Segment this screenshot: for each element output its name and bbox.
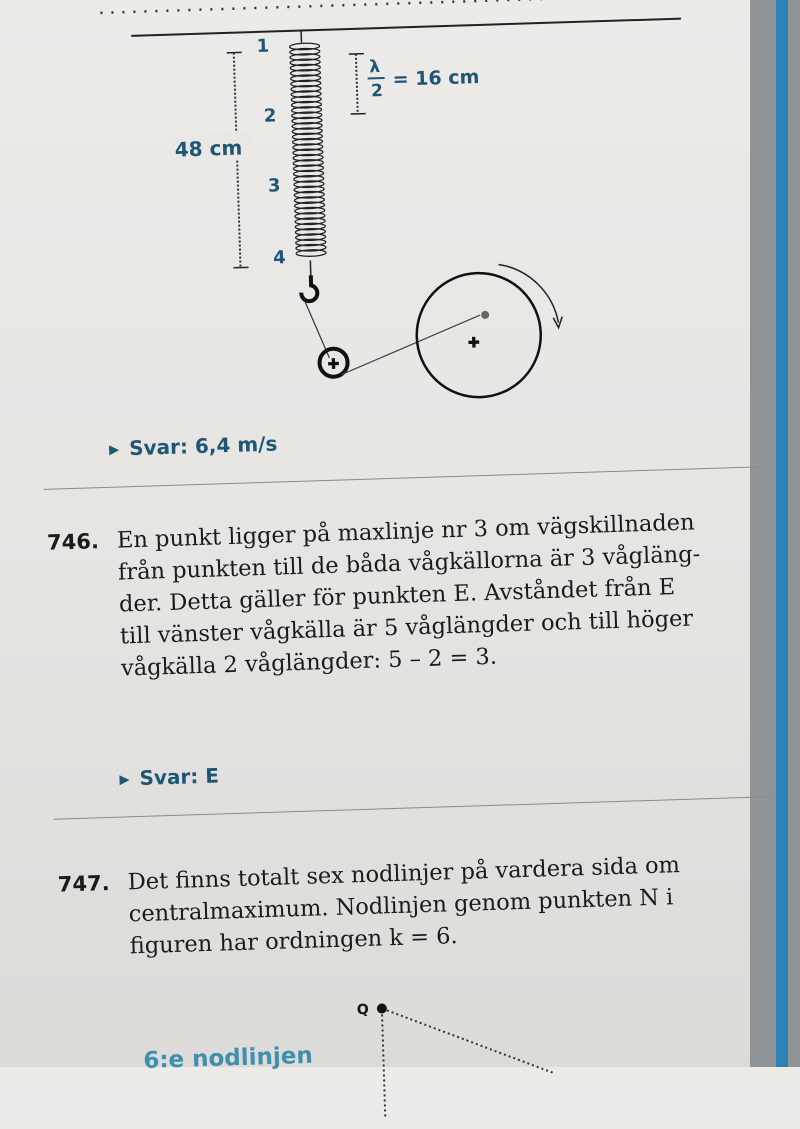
answer-746: ▶ Svar: E — [119, 764, 219, 791]
text-line: Det finns totalt sex nodlinjer på vardera sida om — [127, 847, 758, 899]
text-line: figuren har ordningen k = 6. — [129, 911, 760, 963]
spring-wave-figure — [0, 0, 773, 420]
answer-745: ▶ Svar: 6,4 m/s — [109, 432, 278, 461]
half-wavelength-value: = 16 cm — [392, 66, 479, 91]
length-dim — [234, 53, 241, 268]
length-label: 48 cm — [174, 135, 242, 161]
antinode-label-2: 2 — [263, 105, 276, 126]
problem-747 — [57, 847, 760, 965]
lambda-label: λ — [369, 57, 381, 77]
text-line: till vänster vågkälla är 5 våglängder och till höger — [120, 601, 751, 653]
problem-number: 746. — [47, 525, 100, 559]
point-q-label: Q — [357, 1002, 369, 1018]
problem-746 — [47, 505, 752, 687]
ceiling-line — [131, 19, 681, 36]
text-line: centralmaximum. Nodlinjen genom punkten N i — [128, 879, 759, 931]
ceiling-dots — [100, 0, 680, 13]
svg-text:✚: ✚ — [468, 335, 480, 351]
triangle-icon: ▶ — [109, 442, 119, 457]
text-line: der. Detta gäller för punkten E. Avståndet från E — [119, 569, 750, 621]
half-wavelength-dim — [356, 54, 358, 114]
svg-text:✚: ✚ — [327, 357, 339, 373]
two-label: 2 — [371, 81, 383, 101]
point-q — [377, 1003, 387, 1013]
rotation-arrow — [499, 263, 559, 325]
divider — [54, 796, 774, 820]
antinode-label-3: 3 — [268, 175, 281, 196]
spring-coil — [296, 249, 326, 256]
hook — [301, 275, 318, 301]
nodeline-label: 6:e nodlinjen — [143, 1043, 313, 1074]
triangle-icon: ▶ — [119, 772, 129, 787]
divider — [43, 466, 763, 490]
nodeline-figure — [32, 986, 795, 1129]
problem-number: 747. — [57, 867, 110, 901]
text-line: vågkälla 2 våglängder: 5 – 2 = 3. — [121, 633, 752, 685]
text-line: En punkt ligger på maxlinje nr 3 om vägskillnaden — [117, 505, 748, 557]
antinode-label-1: 1 — [256, 36, 269, 57]
antinode-label-4: 4 — [273, 247, 286, 268]
spring — [290, 43, 327, 257]
text-line: från punkten till de båda vågkällorna är 3 vågläng- — [118, 537, 749, 589]
